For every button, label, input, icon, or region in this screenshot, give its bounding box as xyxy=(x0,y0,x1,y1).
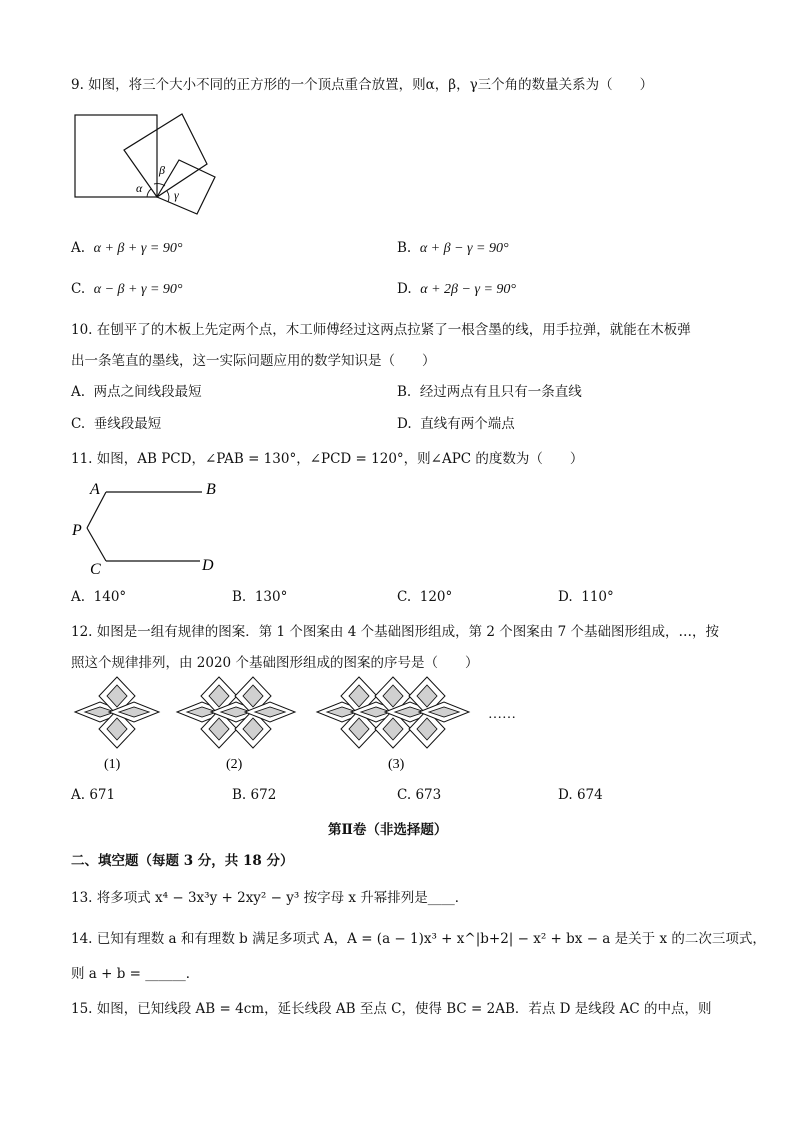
section-title: 第Ⅱ卷（非选择题） xyxy=(328,822,448,838)
q12-stem-line1: 12. 如图是一组有规律的图案．第 1 个图案由 4 个基础图形组成，第 2 个图案由 7 个基础图形组成，…，按 xyxy=(71,624,719,640)
point-b-label: B xyxy=(206,481,216,498)
fig-label-1: (1) xyxy=(104,757,121,772)
q14-stem-line2: 则 a + b = ______． xyxy=(71,966,200,982)
q12-choice-c[interactable]: C. 673 xyxy=(397,787,442,803)
q12-stem-line2: 照这个规律排列，由 2020 个基础图形组成的图案的序号是（ ） xyxy=(71,655,479,671)
q13-stem: 13. 将多项式 x⁴ − 3x³y + 2xy² − y³ 按字母 x 升幂排列是____． xyxy=(71,890,469,906)
q12-choice-d[interactable]: D. 674 xyxy=(558,787,603,803)
point-d-label: D xyxy=(202,557,214,574)
q12-pattern-figure xyxy=(70,676,530,786)
q11-parallel-lines-figure xyxy=(70,478,230,578)
q12-choice-a[interactable]: A. 671 xyxy=(71,787,116,803)
q12-choice-b[interactable]: B. 672 xyxy=(232,787,277,803)
point-c-label: C xyxy=(90,561,101,578)
q11-choice-b[interactable]: B. 130° xyxy=(232,589,288,605)
gamma-label: γ xyxy=(174,188,179,202)
q11-choice-c[interactable]: C. 120° xyxy=(397,589,453,605)
beta-label: β xyxy=(159,163,165,177)
q9-squares-figure xyxy=(72,112,222,217)
q10-choice-b[interactable]: B. 经过两点有且只有一条直线 xyxy=(397,384,582,400)
q9-stem: 9. 如图，将三个大小不同的正方形的一个顶点重合放置，则α，β，γ三个角的数量关系为（ ） xyxy=(71,77,654,93)
q10-stem-line1: 10. 在刨平了的木板上先定两个点，木工师傅经过这两点拉紧了一根含墨的线，用手拉弹，就能在木板弹 xyxy=(71,322,691,338)
q11-choice-a[interactable]: A. 140° xyxy=(71,589,127,605)
q9-choice-b[interactable]: B. α + β − γ = 90° xyxy=(397,240,509,256)
point-p-label: P xyxy=(72,522,82,539)
q15-stem: 15. 如图，已知线段 AB = 4cm，延长线段 AB 至点 C，使得 BC = 2AB．若点 D 是线段 AC 的中点，则 xyxy=(71,1001,712,1017)
q9-choice-a[interactable]: A. α + β + γ = 90° xyxy=(71,240,183,256)
q10-stem-line2: 出一条笔直的墨线，这一实际问题应用的数学知识是（ ） xyxy=(71,353,436,369)
q10-choice-c[interactable]: C. 垂线段最短 xyxy=(71,416,162,432)
q11-choice-d[interactable]: D. 110° xyxy=(558,589,614,605)
q10-choice-d[interactable]: D. 直线有两个端点 xyxy=(397,416,515,432)
alpha-label: α xyxy=(136,181,143,195)
q9-choice-d[interactable]: D. α + 2β − γ = 90° xyxy=(397,281,517,297)
q14-stem-line1: 14. 已知有理数 a 和有理数 b 满足多项式 A，A = (a − 1)x³ + x^|b+2| − x² + bx − a 是关于 x 的二次三项式， xyxy=(71,931,766,947)
q11-stem: 11. 如图，AB PCD，∠PAB = 130°，∠PCD = 120°，则∠APC 的度数为（ ） xyxy=(71,451,584,467)
point-a-label: A xyxy=(90,481,100,498)
fig-label-3: (3) xyxy=(388,757,405,772)
q10-choice-a[interactable]: A. 两点之间线段最短 xyxy=(71,384,202,400)
q12-ellipsis: …… xyxy=(488,707,516,722)
q9-choice-c[interactable]: C. α − β + γ = 90° xyxy=(71,281,183,297)
part2-heading: 二、填空题（每题 3 分，共 18 分） xyxy=(71,853,294,869)
fig-label-2: (2) xyxy=(226,757,243,772)
